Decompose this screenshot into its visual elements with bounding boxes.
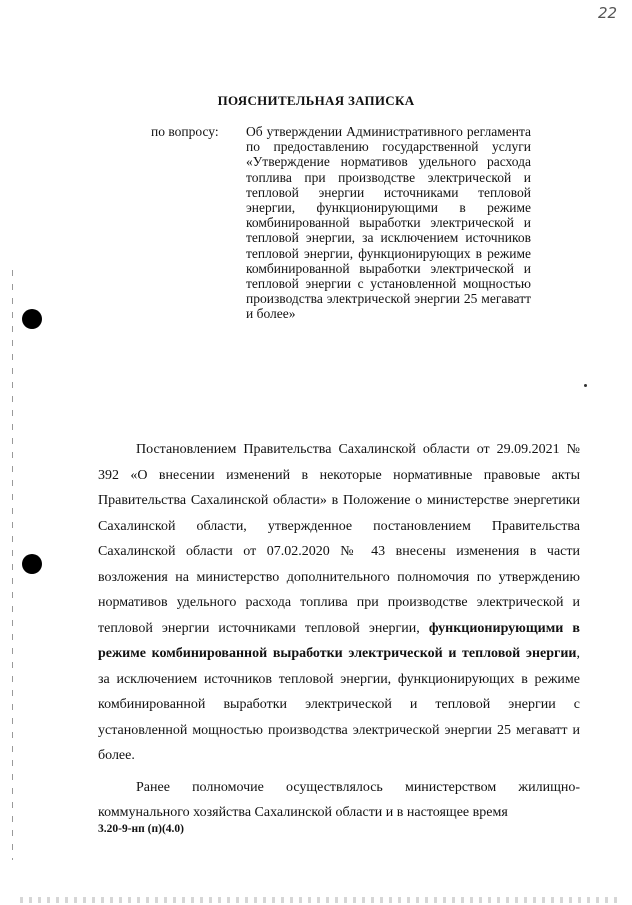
paragraph-1-text: Постановлением Правительства Сахалинской области от 29.09.2021 № 392 «О внесении изменений в некоторые нормативные правовые акты Правительства Сахалинской области» в Положение о министерстве энергетики Сахалинской области, утвержденное постановлением Правительства Сахалинской области от 07.02.2020 № 43 внесены изменения в части возложения на министерство дополнительного полномочия по утверждению нормативов удельного расхода топлива при производстве электрической и тепловой энергии источниками тепловой энергии, <box>98 442 580 636</box>
scan-bottom-artifact <box>20 897 620 903</box>
scan-margin-artifact <box>12 270 13 860</box>
footer-code: 3.20-9-нп (п)(4.0) <box>98 823 184 835</box>
document-title: ПОЯСНИТЕЛЬНАЯ ЗАПИСКА <box>217 93 415 108</box>
punch-hole <box>22 309 42 329</box>
handwritten-page-number: 22 <box>598 4 618 22</box>
paragraph-1-bold-text: функционирующими в режиме комбинированной выработки электрической и тепловой энергии <box>98 620 580 661</box>
paragraph-1-text-end: , за исключением источников тепловой энергии, функционирующих в режиме комбинированной выработки электрической и тепловой энергии с установленной мощностью производства электрической энергии 25 мегаватт и более. <box>98 646 580 763</box>
paragraph-1 <box>98 437 580 769</box>
document-body <box>98 437 580 826</box>
paragraph-2: Ранее полномочие осуществлялось министерством жилищно-коммунального хозяйства Сахалинской области и в настоящее время <box>98 779 580 820</box>
punch-hole <box>22 554 42 574</box>
subject-text: Об утверждении Административного регламента по предоставлению государственной услуги «Утверждение нормативов удельного расхода топлива при производстве электрической и тепловой энергии источниками тепловой энергии, функционирующими в режиме комбинированной выработки электрической и тепловой энергии, за исключением источников тепловой энергии, функционирующих в режиме комбинированной выработки электрической и тепловой энергии с установленной мощностью производства электрической энергии 25 мегаватт и более» <box>246 124 531 322</box>
scan-speck <box>584 384 587 387</box>
subject-label: по вопросу: <box>151 124 219 139</box>
